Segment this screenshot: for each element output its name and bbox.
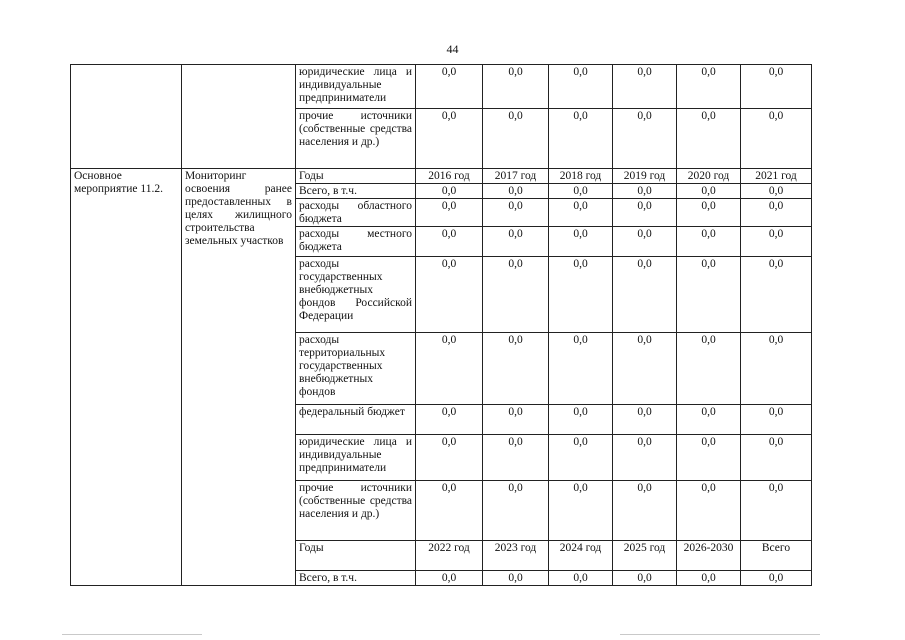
page-number: 44	[446, 42, 459, 56]
value-cell: 0,0	[741, 435, 812, 481]
source-label: расходы государственных внебюджетных фондов Российской Федерации	[296, 257, 416, 333]
measure-name: Основное мероприятие 11.2.	[71, 169, 182, 586]
value-cell: 0,0	[483, 333, 549, 405]
value-cell: 0,0	[741, 481, 812, 541]
value-cell: 0,0	[677, 227, 741, 257]
year-header: 2025 год	[613, 541, 677, 571]
value-cell: 0,0	[677, 65, 741, 109]
value-cell: 0,0	[416, 405, 483, 435]
table-body	[71, 65, 812, 586]
value-cell: 0,0	[613, 109, 677, 169]
years-label: Годы	[296, 541, 416, 571]
year-header: 2024 год	[549, 541, 613, 571]
value-cell: 0,0	[483, 405, 549, 435]
value-cell: 0,0	[416, 571, 483, 586]
scan-artifact	[62, 634, 202, 635]
value-cell: 0,0	[741, 257, 812, 333]
value-cell: 0,0	[613, 199, 677, 227]
value-cell: 0,0	[677, 109, 741, 169]
value-cell: 0,0	[483, 184, 549, 199]
measure-description: Мониторинг освоения ранее предоставленных в целях жилищного строительства земельных участков	[182, 169, 296, 586]
source-label: прочие источники (собственные средства населения и др.)	[296, 109, 416, 169]
source-label: юридические лица и индивидуальные предприниматели	[296, 65, 416, 109]
year-header: Всего	[741, 541, 812, 571]
value-cell: 0,0	[416, 257, 483, 333]
value-cell: 0,0	[483, 109, 549, 169]
value-cell: 0,0	[613, 227, 677, 257]
source-label: Всего, в т.ч.	[296, 184, 416, 199]
source-label: расходы областного бюджета	[296, 199, 416, 227]
value-cell: 0,0	[741, 405, 812, 435]
years-header-row	[71, 169, 812, 184]
source-label: расходы территориальных государственных внебюджетных фондов	[296, 333, 416, 405]
value-cell: 0,0	[677, 405, 741, 435]
source-label: Всего, в т.ч.	[296, 571, 416, 586]
value-cell: 0,0	[549, 184, 613, 199]
value-cell: 0,0	[677, 333, 741, 405]
year-header: 2020 год	[677, 169, 741, 184]
value-cell: 0,0	[549, 481, 613, 541]
value-cell: 0,0	[677, 481, 741, 541]
value-cell: 0,0	[741, 333, 812, 405]
value-cell: 0,0	[549, 405, 613, 435]
value-cell: 0,0	[549, 199, 613, 227]
value-cell: 0,0	[549, 109, 613, 169]
value-cell: 0,0	[613, 571, 677, 586]
value-cell: 0,0	[416, 435, 483, 481]
year-header: 2017 год	[483, 169, 549, 184]
year-header: 2022 год	[416, 541, 483, 571]
value-cell: 0,0	[613, 405, 677, 435]
value-cell: 0,0	[416, 109, 483, 169]
continued-empty-cell	[182, 65, 296, 169]
source-label: прочие источники (собственные средства населения и др.)	[296, 481, 416, 541]
value-cell: 0,0	[483, 435, 549, 481]
value-cell: 0,0	[549, 65, 613, 109]
value-cell: 0,0	[741, 65, 812, 109]
table-row	[71, 65, 812, 109]
year-header: 2016 год	[416, 169, 483, 184]
value-cell: 0,0	[483, 481, 549, 541]
value-cell: 0,0	[483, 227, 549, 257]
funding-table	[70, 64, 812, 586]
value-cell: 0,0	[416, 227, 483, 257]
year-header: 2023 год	[483, 541, 549, 571]
value-cell: 0,0	[613, 481, 677, 541]
value-cell: 0,0	[613, 184, 677, 199]
value-cell: 0,0	[613, 257, 677, 333]
continued-empty-cell	[71, 65, 182, 169]
years-label: Годы	[296, 169, 416, 184]
value-cell: 0,0	[416, 184, 483, 199]
value-cell: 0,0	[483, 571, 549, 586]
year-header: 2018 год	[549, 169, 613, 184]
value-cell: 0,0	[483, 199, 549, 227]
value-cell: 0,0	[549, 333, 613, 405]
value-cell: 0,0	[613, 333, 677, 405]
value-cell: 0,0	[741, 571, 812, 586]
scan-artifact	[620, 634, 820, 635]
value-cell: 0,0	[741, 184, 812, 199]
value-cell: 0,0	[416, 333, 483, 405]
value-cell: 0,0	[613, 435, 677, 481]
source-label: федеральный бюджет	[296, 405, 416, 435]
year-header: 2026-2030	[677, 541, 741, 571]
value-cell: 0,0	[549, 227, 613, 257]
year-header: 2019 год	[613, 169, 677, 184]
value-cell: 0,0	[549, 571, 613, 586]
value-cell: 0,0	[677, 571, 741, 586]
value-cell: 0,0	[483, 257, 549, 333]
value-cell: 0,0	[416, 199, 483, 227]
value-cell: 0,0	[677, 435, 741, 481]
year-header: 2021 год	[741, 169, 812, 184]
value-cell: 0,0	[549, 435, 613, 481]
value-cell: 0,0	[741, 109, 812, 169]
value-cell: 0,0	[677, 257, 741, 333]
value-cell: 0,0	[741, 199, 812, 227]
value-cell: 0,0	[613, 65, 677, 109]
value-cell: 0,0	[416, 481, 483, 541]
value-cell: 0,0	[483, 65, 549, 109]
source-label: расходы местного бюджета	[296, 227, 416, 257]
value-cell: 0,0	[677, 199, 741, 227]
source-label: юридические лица и индивидуальные предприниматели	[296, 435, 416, 481]
value-cell: 0,0	[549, 257, 613, 333]
value-cell: 0,0	[741, 227, 812, 257]
value-cell: 0,0	[677, 184, 741, 199]
value-cell: 0,0	[416, 65, 483, 109]
